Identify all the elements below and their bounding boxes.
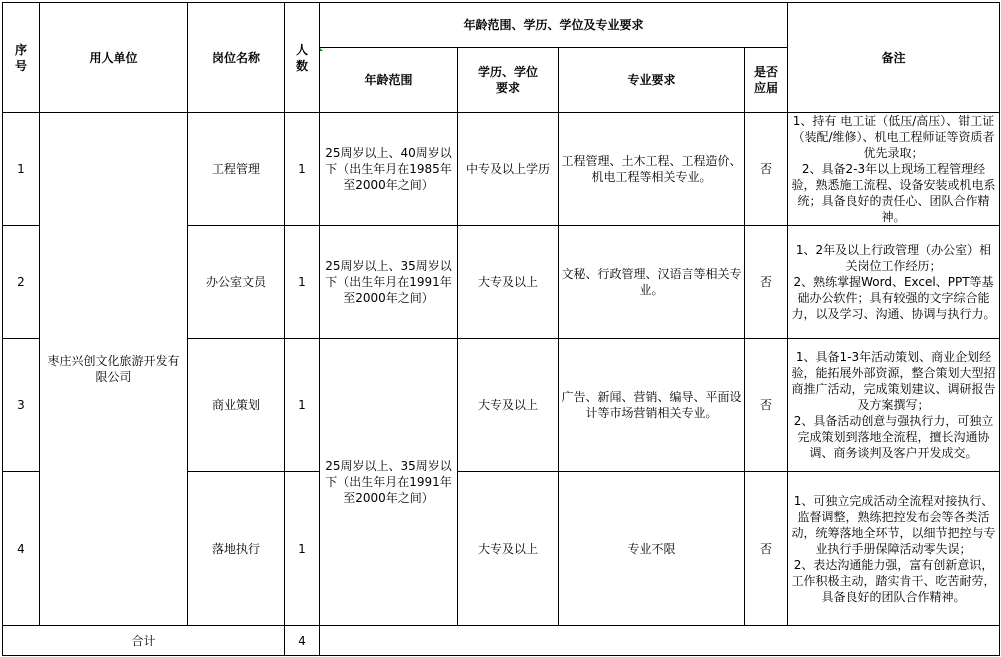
row-age-merged: 25周岁以上、35周岁以下（出生年月在1991年至2000年之间） [320,339,458,626]
header-remarks: 备注 [788,3,1000,113]
recruitment-table [2,2,1000,656]
total-label: 合计 [3,626,285,656]
total-count: 4 [285,626,320,656]
row-major: 专业不限 [559,472,745,626]
header-requirements-group: 年龄范围、学历、学位及专业要求 [320,3,788,48]
header-position: 岗位名称 [188,3,285,113]
row-position: 办公室文员 [188,226,285,339]
header-count: 人 数 [285,3,320,113]
table-row [3,113,1000,226]
row-remarks: 1、具备1-3年活动策划、商业企划经验，能拓展外部资源，整合策划大型招商推广活动，完成策划建议、调研报告及方案撰写； 2、具备活动创意与强执行力，可独立完成策划到落地全流程，擅长沟通协调、商务谈判及客户开发成交。 [788,339,1000,472]
header-employer: 用人单位 [40,3,188,113]
row-seq: 1 [3,113,40,226]
row-seq: 3 [3,339,40,472]
header-major: 专业要求 [559,48,745,113]
row-fresh-grad: 否 [745,226,788,339]
employer-cell: 枣庄兴创文化旅游开发有限公司 [40,113,188,626]
header-education: 学历、学位 要求 [458,48,559,113]
row-age: 25周岁以上、35周岁以下（出生年月在1991年至2000年之间） [320,226,458,339]
row-position: 商业策划 [188,339,285,472]
row-count: 1 [285,113,320,226]
row-age: 25周岁以上、40周岁以下（出生年月在1985年至2000年之间） [320,113,458,226]
row-fresh-grad: 否 [745,113,788,226]
header-fresh-grad: 是否 应届 [745,48,788,113]
row-education: 大专及以上 [458,226,559,339]
row-education: 大专及以上 [458,472,559,626]
row-education: 大专及以上 [458,339,559,472]
row-count: 1 [285,226,320,339]
total-empty [320,626,1000,656]
header-row-1 [3,3,1000,48]
row-major: 工程管理、土木工程、工程造价、机电工程等相关专业。 [559,113,745,226]
row-seq: 2 [3,226,40,339]
row-remarks: 1、可独立完成活动全流程对接执行、监督调整，熟练把控发布会等各类活动，统筹落地全环节，以细节把控与专业执行手册保障活动零失误； 2、表达沟通能力强，富有创新意识，工作积极主动，踏实肯干、吃苦耐劳，具备良好的团队合作精神。 [788,472,1000,626]
row-position: 工程管理 [188,113,285,226]
row-remarks: 1、持有 电工证（低压/高压）、钳工证（装配/维修）、机电工程师证等资质者优先录取； 2、具备2-3年以上现场工程管理经验，熟悉施工流程、设备安装或机电系统；具备良好的责任心、团队合作精神。 [788,113,1000,226]
row-remarks: 1、2年及以上行政管理（办公室）相关岗位工作经历； 2、熟练掌握Word、Excel、PPT等基础办公软件；具有较强的文字综合能力，以及学习、沟通、协调与执行力。 [788,226,1000,339]
row-fresh-grad: 否 [745,339,788,472]
total-row [3,626,1000,656]
row-position: 落地执行 [188,472,285,626]
row-count: 1 [285,339,320,472]
row-education: 中专及以上学历 [458,113,559,226]
header-seq: 序 号 [3,3,40,113]
header-age: 年龄范围 [320,48,458,113]
row-major: 广告、新闻、营销、编导、平面设计等市场营销相关专业。 [559,339,745,472]
row-fresh-grad: 否 [745,472,788,626]
row-major: 文秘、行政管理、汉语言等相关专业。 [559,226,745,339]
row-count: 1 [285,472,320,626]
row-seq: 4 [3,472,40,626]
